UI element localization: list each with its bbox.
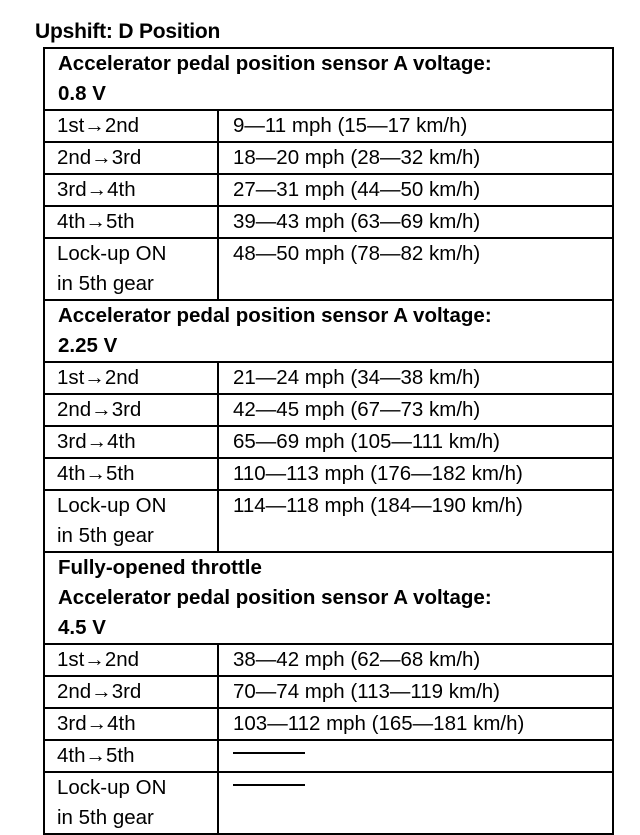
shift-speed-value: 48—50 mph (78—82 km/h) [233,242,481,265]
shift-speed-value: 65—69 mph (105—111 km/h) [233,430,501,453]
shift-speed-cell [218,394,613,426]
shift-speed-cell [218,362,613,394]
table-row [44,174,613,206]
gear-shift-label: Lock-up ON [57,494,167,517]
gear-shift-label: 3rd→4th [57,430,136,453]
shift-speed-cell [218,740,613,772]
gear-shift-cell [44,458,218,490]
section-heading-line: Accelerator pedal position sensor A voltage: [58,304,492,327]
gear-shift-cell [44,174,218,206]
gear-shift-label: Lock-up ON [57,242,167,265]
table-row [44,394,613,426]
table-row [44,362,613,394]
section-heading-line: Accelerator pedal position sensor A voltage: [58,586,492,609]
section-heading-line: Fully-opened throttle [58,556,262,579]
gear-shift-label: 2nd→3rd [57,398,142,421]
shift-speed-value: 42—45 mph (67—73 km/h) [233,398,481,421]
gear-shift-cell [44,110,218,142]
gear-shift-label: 4th→5th [57,744,135,767]
shift-speed-cell [218,110,613,142]
gear-shift-label: in 5th gear [57,524,154,547]
gear-shift-label: 4th→5th [57,462,135,485]
shift-speed-cell [218,676,613,708]
gear-shift-cell [44,394,218,426]
page-title: Upshift: D Position [35,20,221,43]
section-heading-row [44,48,613,110]
not-applicable-dash [233,752,305,754]
section-heading-row [44,300,613,362]
table-row [44,772,613,834]
gear-shift-cell [44,490,218,552]
section-heading-line: 2.25 V [58,334,118,357]
gear-shift-cell [44,708,218,740]
shift-speed-cell [218,142,613,174]
gear-shift-cell [44,362,218,394]
table-row [44,490,613,552]
table-row [44,644,613,676]
shift-speed-value: 21—24 mph (34—38 km/h) [233,366,481,389]
gear-shift-label: 4th→5th [57,210,135,233]
shift-speed-value: 9—11 mph (15—17 km/h) [233,114,468,137]
section-heading-row [44,552,613,644]
shift-speed-value: 110—113 mph (176—182 km/h) [233,462,523,485]
shift-speed-cell [218,458,613,490]
shift-speed-cell [218,426,613,458]
not-applicable-dash [233,784,305,786]
gear-shift-cell [44,772,218,834]
table-row [44,458,613,490]
table-row [44,110,613,142]
table-row [44,142,613,174]
shift-speed-value: 18—20 mph (28—32 km/h) [233,146,481,169]
gear-shift-label: 2nd→3rd [57,146,142,169]
gear-shift-label: 3rd→4th [57,712,136,735]
shift-speed-cell [218,772,613,834]
section-heading [44,300,613,362]
gear-shift-cell [44,426,218,458]
shift-speed-value: 103—112 mph (165—181 km/h) [233,712,525,735]
table-row [44,708,613,740]
gear-shift-label: 1st→2nd [57,648,140,671]
shift-speed-value: 70—74 mph (113—119 km/h) [233,680,501,703]
table-row [44,740,613,772]
gear-shift-cell [44,238,218,300]
shift-speed-cell [218,206,613,238]
shift-speed-cell [218,708,613,740]
section-heading [44,48,613,110]
gear-shift-label: in 5th gear [57,806,154,829]
table-row [44,426,613,458]
gear-shift-label: 3rd→4th [57,178,136,201]
section-heading [44,552,613,644]
gear-shift-label: Lock-up ON [57,776,167,799]
gear-shift-cell [44,676,218,708]
section-heading-line: 0.8 V [58,82,106,105]
shift-speed-value: 114—118 mph (184—190 km/h) [233,494,523,517]
gear-shift-cell [44,206,218,238]
gear-shift-label: 1st→2nd [57,366,140,389]
section-heading-line: Accelerator pedal position sensor A voltage: [58,52,492,75]
gear-shift-cell [44,142,218,174]
shift-speed-value: 38—42 mph (62—68 km/h) [233,648,481,671]
shift-speed-cell [218,174,613,206]
gear-shift-label: 2nd→3rd [57,680,142,703]
shift-speed-cell [218,490,613,552]
gear-shift-cell [44,644,218,676]
table-row [44,238,613,300]
table-row [44,206,613,238]
upshift-table [43,47,614,835]
shift-speed-cell [218,238,613,300]
gear-shift-label: in 5th gear [57,272,154,295]
shift-speed-value: 27—31 mph (44—50 km/h) [233,178,481,201]
gear-shift-label: 1st→2nd [57,114,140,137]
shift-speed-cell [218,644,613,676]
table-row [44,676,613,708]
section-heading-line: 4.5 V [58,616,106,639]
gear-shift-cell [44,740,218,772]
shift-speed-value: 39—43 mph (63—69 km/h) [233,210,481,233]
